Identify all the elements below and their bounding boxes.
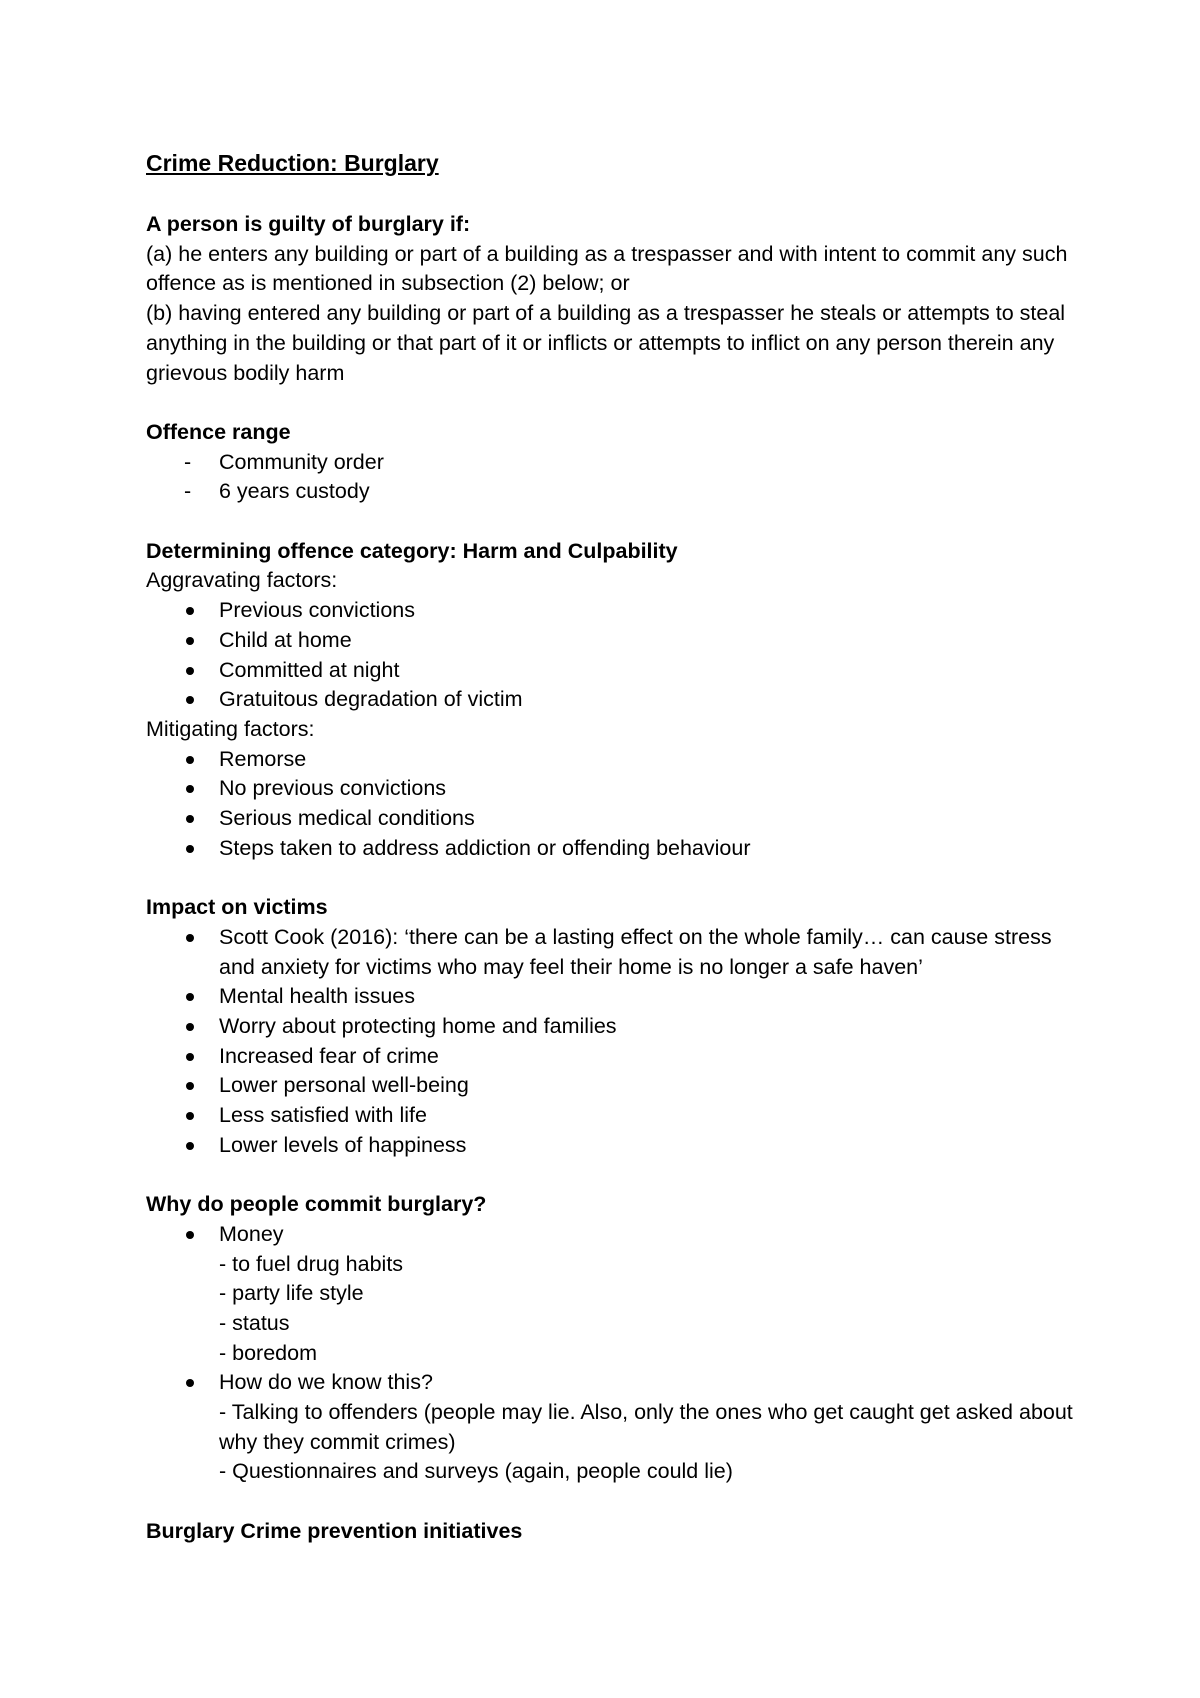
list-item-text: Gratuitous degradation of victim [219,687,523,712]
list-item [146,448,1076,478]
document-title: Crime Reduction: Burglary [146,150,439,176]
list-item-text: Increased fear of crime [219,1043,439,1068]
bullet-icon [186,756,194,764]
bullet-icon [186,993,194,1001]
list-item [146,1220,1076,1369]
list-item-text: Less satisfied with life [219,1103,427,1128]
dash-marker: - [184,479,192,504]
mitigating-label: Mitigating factors: [146,716,315,741]
mitigating-list [146,745,1076,864]
bullet-icon [186,607,194,615]
list-item [146,1131,1076,1161]
list-item-text: Child at home [219,627,352,652]
sub-item: - Talking to offenders (people may lie. Also, only the ones who get caught get asked about why they commit crimes) [219,1400,1073,1454]
know-label: How do we know this? [219,1370,433,1395]
list-item [146,1101,1076,1131]
list-item [146,923,1076,982]
list-item [146,982,1076,1012]
offence-range-section [146,418,1076,507]
sub-item: - to fuel drug habits [219,1251,404,1276]
offence-range-list [146,448,1076,507]
list-item [146,804,1076,834]
list-item [146,1368,1076,1487]
list-item [146,477,1076,507]
bullet-icon [186,1023,194,1031]
list-item-text: Committed at night [219,657,400,682]
list-item-text: 6 years custody [219,479,370,504]
list-item [146,774,1076,804]
bullet-icon [186,785,194,793]
prevention-section [146,1517,1076,1547]
bullet-icon [186,845,194,853]
list-item [146,1071,1076,1101]
list-item-text: Serious medical conditions [219,806,475,831]
list-item [146,834,1076,864]
dash-marker: - [184,449,192,474]
definition-clause-a: (a) he enters any building or part of a building as a trespasser and with intent to commit any such offence as is mentioned in subsection (2) below; or [146,241,1068,296]
offence-range-heading: Offence range [146,419,291,444]
list-item-text: No previous convictions [219,776,447,801]
sub-item: - status [219,1310,290,1335]
sub-item: - party life style [219,1281,364,1306]
bullet-icon [186,696,194,704]
document-page [146,148,1076,1547]
list-item [146,1042,1076,1072]
definition-heading: A person is guilty of burglary if: [146,212,471,236]
sub-item: - Questionnaires and surveys (again, people could lie) [219,1459,733,1484]
list-item [146,685,1076,715]
bullet-icon [186,1231,194,1239]
bullet-icon [186,934,194,942]
why-heading: Why do people commit burglary? [146,1192,487,1217]
aggravating-list [146,596,1076,715]
list-item [146,656,1076,686]
definition-section [146,210,1076,388]
list-item-text: Community order [219,449,384,474]
list-item-text: Previous convictions [219,598,415,623]
list-item [146,745,1076,775]
offence-category-section [146,537,1076,864]
list-item [146,1012,1076,1042]
list-item [146,626,1076,656]
bullet-icon [186,1379,194,1387]
list-item-text: Remorse [219,746,307,771]
list-item [146,596,1076,626]
list-item-text: Lower levels of happiness [219,1132,467,1157]
bullet-icon [186,1142,194,1150]
bullet-icon [186,1053,194,1061]
list-item-text: Steps taken to address addiction or offending behaviour [219,835,751,860]
bullet-icon [186,637,194,645]
prevention-heading: Burglary Crime prevention initiatives [146,1518,523,1543]
list-item-text: Worry about protecting home and families [219,1013,617,1038]
aggravating-label: Aggravating factors: [146,568,338,593]
sub-item: - boredom [219,1340,317,1365]
impact-section [146,893,1076,1160]
list-item-text: Lower personal well-being [219,1073,469,1098]
impact-list [146,923,1076,1161]
bullet-icon [186,1112,194,1120]
bullet-icon [186,667,194,675]
impact-heading: Impact on victims [146,895,328,920]
why-list [146,1220,1076,1487]
why-section [146,1190,1076,1487]
money-label: Money [219,1221,284,1246]
offence-category-heading: Determining offence category: Harm and Culpability [146,538,678,563]
list-item-text: Scott Cook (2016): ‘there can be a lasting effect on the whole family… can cause stress and anxiety for victims who may feel their home is no longer a safe haven’ [219,924,1052,979]
bullet-icon [186,1082,194,1090]
definition-clause-b: (b) having entered any building or part of a building as a trespasser he steals or attempts to steal anything in the building or that part of it or inflicts or attempts to inflict on any person therein any grievous bodily harm [146,301,1066,385]
list-item-text: Mental health issues [219,984,415,1009]
bullet-icon [186,815,194,823]
